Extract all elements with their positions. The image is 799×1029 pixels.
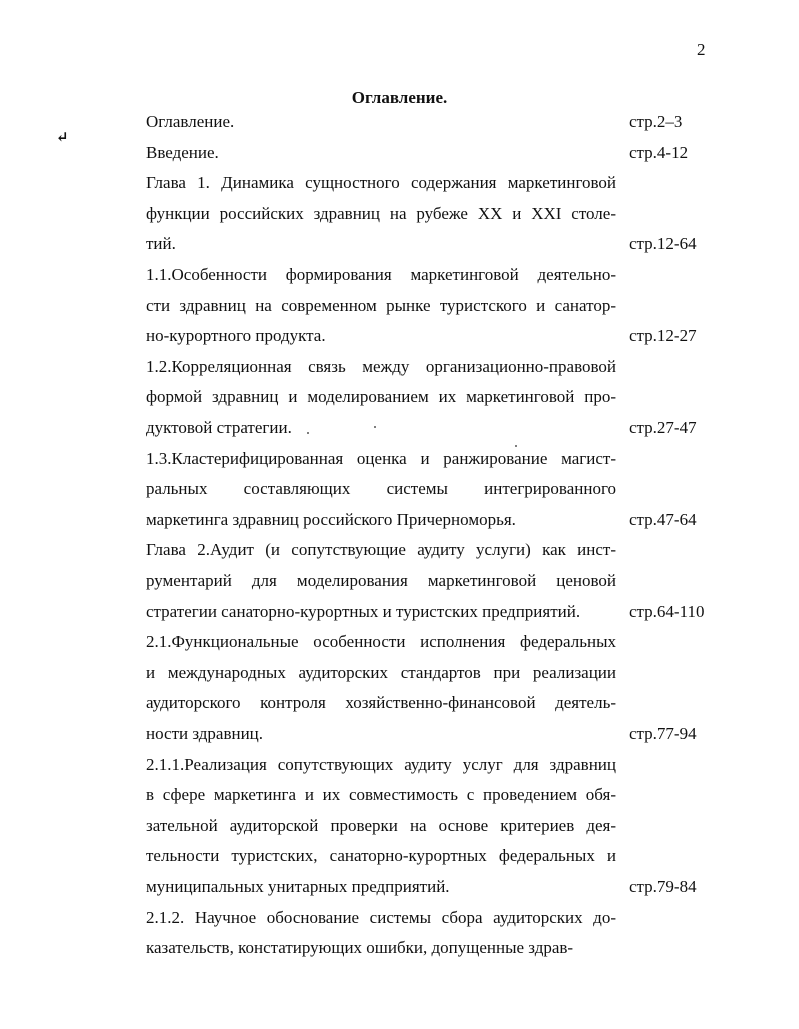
- toc-entry-line: тий.: [146, 234, 176, 254]
- toc-entry-page: стр.4-12: [629, 142, 689, 162]
- toc-entry-line: зательной аудиторской проверки на основе критериев дея-: [146, 815, 616, 835]
- toc-entry-line: стратегии санаторно-курортных и туристских предприятий.: [146, 601, 581, 621]
- toc-entry-page: стр.12-27: [629, 326, 697, 346]
- page-title: Оглавление.: [351, 88, 448, 107]
- toc-entry-page: стр.47-64: [629, 509, 697, 529]
- toc-entry-line: 2.1.2. Научное обоснование системы сбора аудиторских до-: [146, 907, 616, 927]
- toc-entry-page: стр.27-47: [629, 418, 697, 437]
- toc-entry-line: формой здравниц и моделированием их маркетинговой про-: [146, 387, 616, 407]
- toc-entry-line: ральных составляющих системы интегрированного: [146, 479, 616, 499]
- page-number: 2: [697, 40, 706, 59]
- toc-entry-line: аудиторского контроля хозяйственно-финансовой деятель-: [146, 693, 616, 713]
- toc-entry-line: 2.1.Функциональные особенности исполнения федеральных: [146, 632, 616, 652]
- toc-entry-page: стр.79-84: [629, 877, 697, 896]
- toc-entry-line: и международных аудиторских стандартов при реализации: [146, 662, 616, 682]
- toc-entry-line: Введение.: [146, 142, 219, 162]
- toc-entry-line: маркетинга здравниц российского Причерноморья.: [146, 509, 516, 529]
- toc-entry-line: 1.3.Кластерифицированная оценка и ранжирование магист-: [146, 448, 616, 468]
- toc-entry-line: сти здравниц на современном рынке туристского и санатор-: [146, 295, 616, 315]
- toc-entry-line: муниципальных унитарных предприятий.: [146, 877, 450, 896]
- toc-entry-line: функции российских здравниц на рубеже XX и XXI столе-: [146, 203, 616, 223]
- scan-speck: [307, 432, 309, 434]
- toc-entry-line: 1.2.Корреляционная связь между организационно-правовой: [146, 356, 616, 376]
- scan-speck: [374, 426, 376, 428]
- toc-entry-page: стр.12-64: [629, 234, 697, 254]
- toc-entry-line: 2.1.1.Реализация сопутствующих аудиту услуг для здравниц: [146, 754, 616, 774]
- toc-entry-page: стр.77-94: [629, 724, 697, 743]
- toc-entry-page: стр.64-110: [629, 601, 705, 621]
- toc-entry-line: Глава 2.Аудит (и сопутствующие аудиту услуги) как инст-: [146, 540, 616, 560]
- toc-entry-line: Глава 1. Динамика сущностного содержания маркетинговой: [146, 173, 616, 193]
- toc-entry-line: рументарий для моделирования маркетинговой ценовой: [146, 571, 616, 590]
- toc-entry-line: тельности туристских, санаторно-курортных федеральных и: [146, 846, 616, 866]
- toc-entry-line: 1.1.Особенности формирования маркетинговой деятельно-: [146, 265, 616, 284]
- toc-entry-page: стр.2–3: [629, 112, 683, 131]
- scan-speck: [515, 445, 517, 447]
- toc-entry-line: но-курортного продукта.: [146, 326, 326, 346]
- toc-entry-line: казательств, констатирующих ошибки, допущенные здрав-: [146, 938, 574, 958]
- toc-entry-line: дуктовой стратегии.: [146, 418, 292, 437]
- toc-entry-line: Оглавление.: [146, 112, 235, 131]
- toc-entry-line: ности здравниц.: [146, 724, 264, 743]
- toc-entry-line: в сфере маркетинга и их совместимость с проведением обя-: [146, 785, 616, 805]
- margin-mark: ↵: [56, 130, 69, 146]
